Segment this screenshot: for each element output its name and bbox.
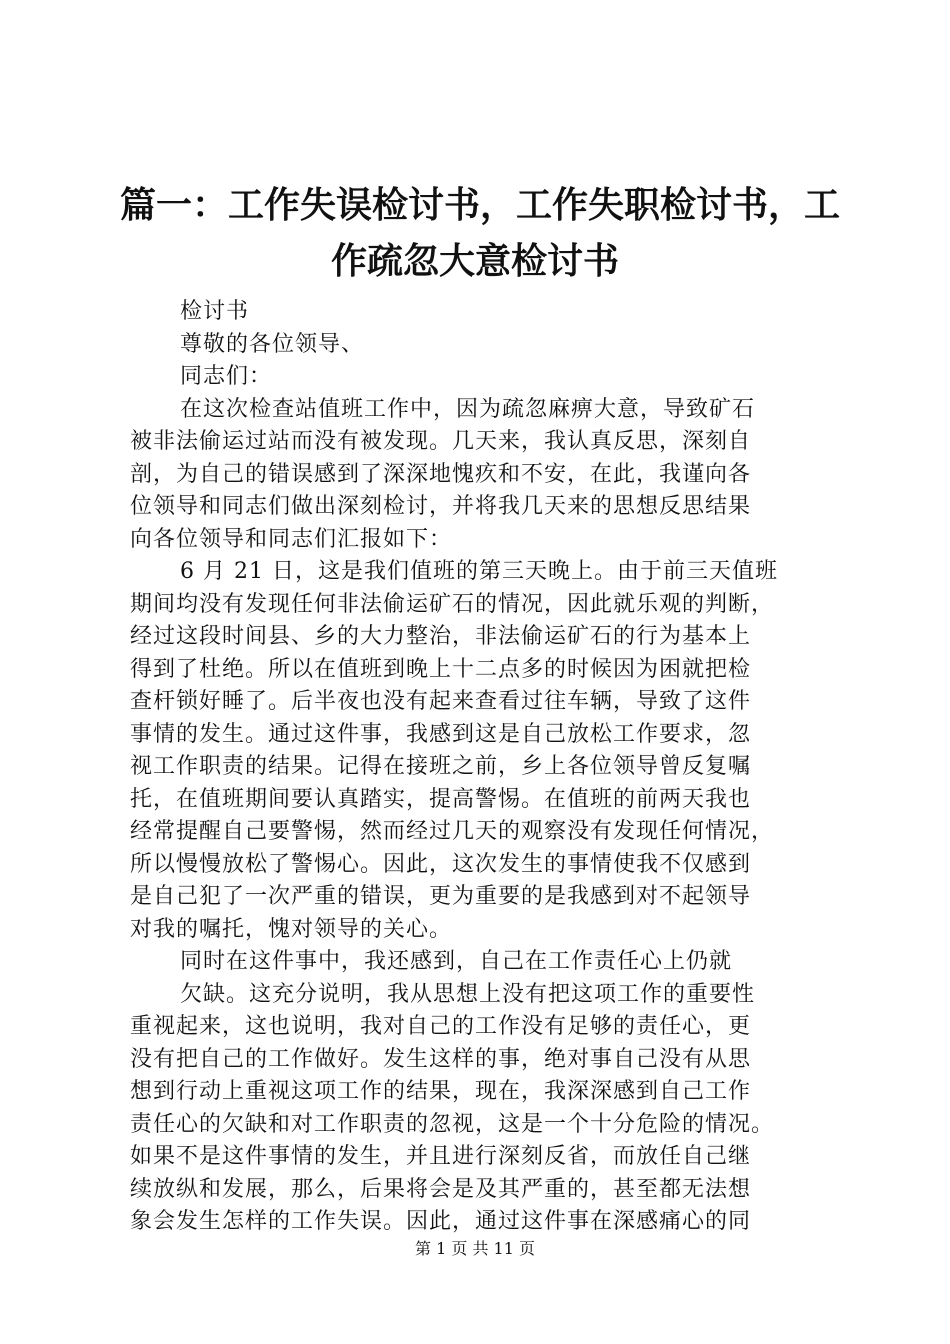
body-line: 如果不是这件事情的发生，并且进行深刻反省，而放任自己继 [130, 1144, 752, 1169]
body-line: 期间均没有发现任何非法偷运矿石的情况，因此就乐观的判断， [130, 591, 775, 617]
body-line: 尊敬的各位领导、 [180, 331, 365, 357]
body-line: 得到了杜绝。所以在值班到晚上十二点多的时候因为困就把检 [130, 656, 752, 682]
body-line: 同时在这件事中，我还感到，自己在工作责任心上仍就 [180, 949, 733, 974]
body-line: 向各位领导和同志们汇报如下： [130, 526, 453, 552]
body-line: 欠缺。这充分说明，我从思想上没有把这项工作的重要性 [180, 981, 756, 1007]
body-line: 象会发生怎样的工作失误。因此，通过这件事在深感痛心的同 [130, 1209, 752, 1234]
title-line-2: 作疏忽大意检讨书 [330, 241, 619, 282]
body-line: 续放纵和发展，那么，后果将会是及其严重的，甚至都无法想 [130, 1176, 752, 1202]
body-line: 责任心的欠缺和对工作职责的忽视，这是一个十分危险的情况。 [130, 1111, 775, 1137]
body-line: 托，在值班期间要认真踏实，提高警惕。在值班的前两天我也 [130, 786, 752, 812]
body-line: 被非法偷运过站而没有被发现。几天来，我认真反思，深刻自 [130, 429, 752, 454]
body-line: 事情的发生。通过这件事，我感到这是自己放松工作要求，忽 [130, 721, 752, 747]
document-body [130, 296, 830, 1239]
title-line-1: 篇一：工作失误检讨书，工作失职检讨书，工 [120, 185, 841, 226]
body-line: 剖，为自己的错误感到了深深地愧疚和不安，在此，我谨向各 [130, 461, 752, 487]
body-line: 检讨书 [180, 299, 250, 324]
body-line: 视工作职责的结果。记得在接班之前，乡上各位领导曾反复嘱 [130, 754, 752, 779]
document-title [120, 178, 841, 290]
body-line: 重视起来，这也说明，我对自己的工作没有足够的责任心，更 [130, 1014, 752, 1039]
body-line: 经过这段时间县、乡的大力整治，非法偷运矿石的行为基本上 [130, 624, 752, 649]
page-footer: 第 1 页 共 11 页 [415, 1239, 535, 1258]
body-line: 查杆锁好睡了。后半夜也没有起来查看过往车辆，导致了这件 [130, 689, 752, 714]
body-line: 同志们： [180, 364, 273, 389]
body-line: 6 月 21 日，这是我们值班的第三天晚上。由于前三天值班 [180, 559, 778, 584]
body-line: 经常提醒自己要警惕，然而经过几天的观察没有发现任何情况， [130, 819, 775, 844]
body-line: 位领导和同志们做出深刻检讨，并将我几天来的思想反思结果 [130, 494, 752, 519]
body-line: 对我的嘱托，愧对领导的关心。 [130, 916, 453, 942]
body-line: 所以慢慢放松了警惕心。因此，这次发生的事情使我不仅感到 [130, 851, 752, 877]
body-line: 在这次检查站值班工作中，因为疏忽麻痹大意，导致矿石 [180, 396, 756, 422]
body-line: 没有把自己的工作做好。发生这样的事，绝对事自己没有从思 [130, 1046, 752, 1072]
body-line: 想到行动上重视这项工作的结果，现在，我深深感到自己工作 [130, 1079, 752, 1104]
body-line: 是自己犯了一次严重的错误，更为重要的是我感到对不起领导 [130, 884, 752, 909]
